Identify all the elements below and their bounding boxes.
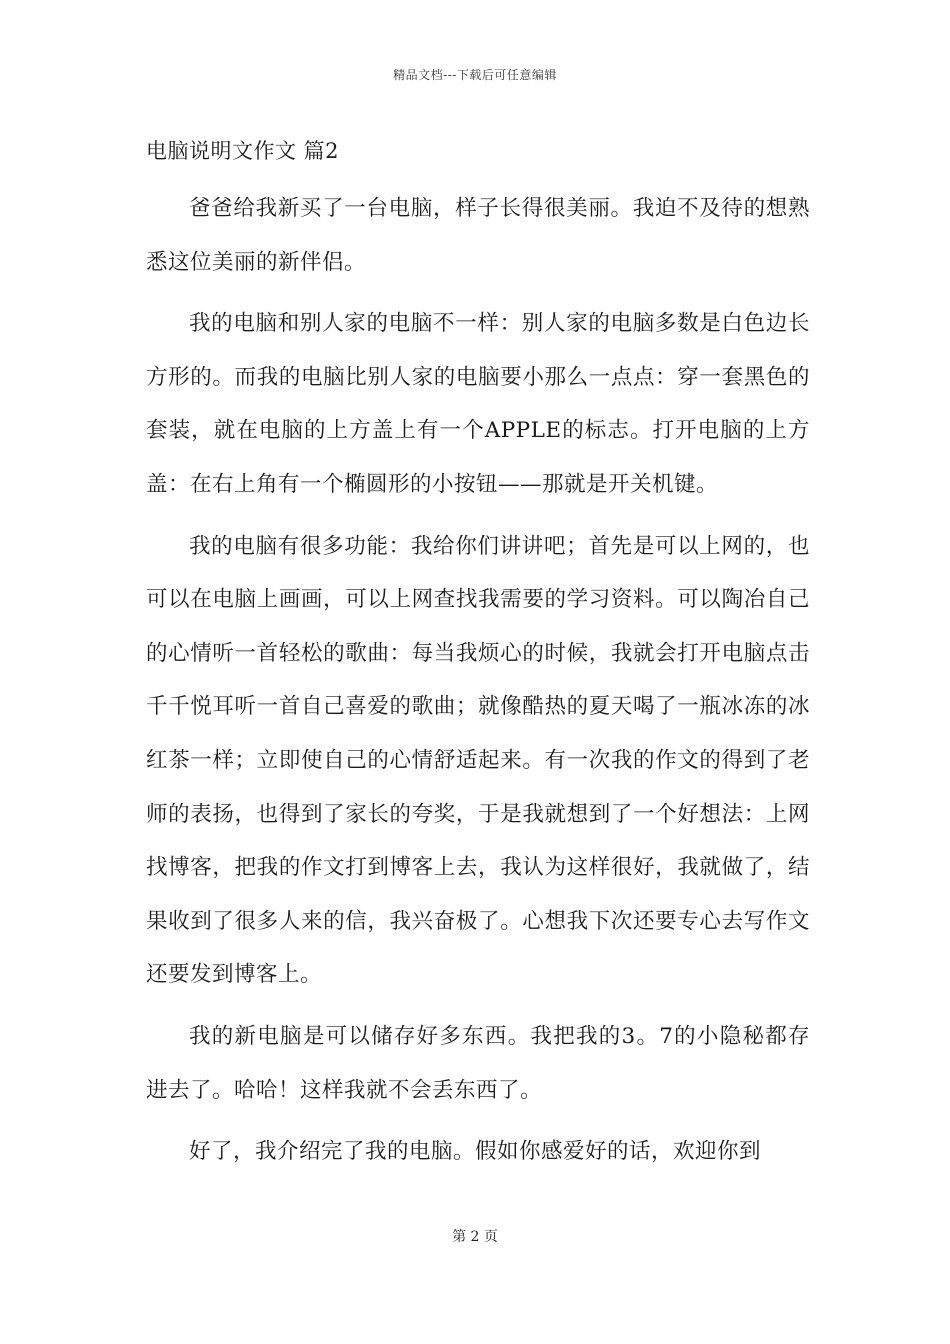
paragraph-4: 我的新电脑是可以储存好多东西。我把我的3。7的小隐秘都存进去了。哈哈！这样我就不会丢东西了。 [146, 1023, 810, 1103]
paragraph-5: 好了，我介绍完了我的电脑。假如你感爱好的话，欢迎你到 [189, 1139, 762, 1165]
page-number: 第 2 页 [452, 1229, 498, 1245]
paragraph-2: 我的电脑和别人家的电脑不一样：别人家的电脑多数是白色边长方形的。而我的电脑比别人家的电脑要小那么一点点：穿一套黑色的套装，就在电脑的上方盖上有一个APPLE的标志。打开电脑的上方盖：在右上角有一个椭圆形的小按钮——那就是开关机键。 [146, 311, 810, 497]
paragraph-3: 我的电脑有很多功能：我给你们讲讲吧；首先是可以上网的，也可以在电脑上画画，可以上网查找我需要的学习资料。可以陶冶自己的心情听一首轻松的歌曲：每当我烦心的时候，我就会打开电脑点击千千悦耳听一首自己喜爱的歌曲；就像酷热的夏天喝了一瓶冰冻的冰红茶一样；立即使自己的心情舒适起来。有一次我的作文的得到了老师的表扬，也得到了家长的夸奖，于是我就想到了一个好想法：上网找博客，把我的作文打到博客上去，我认为这样很好，我就做了，结果收到了很多人来的信，我兴奋极了。心想我下次还要专心去写作文还要发到博客上。 [146, 533, 810, 988]
paragraph-1: 爸爸给我新买了一台电脑，样子长得很美丽。我迫不及待的想熟悉这位美丽的新伴侣。 [146, 196, 810, 275]
document-body [146, 136, 810, 1179]
document-title: 电脑说明文作文 篇2 [146, 139, 340, 163]
page-header: 精品文档---下载后可任意编辑 [393, 68, 557, 82]
